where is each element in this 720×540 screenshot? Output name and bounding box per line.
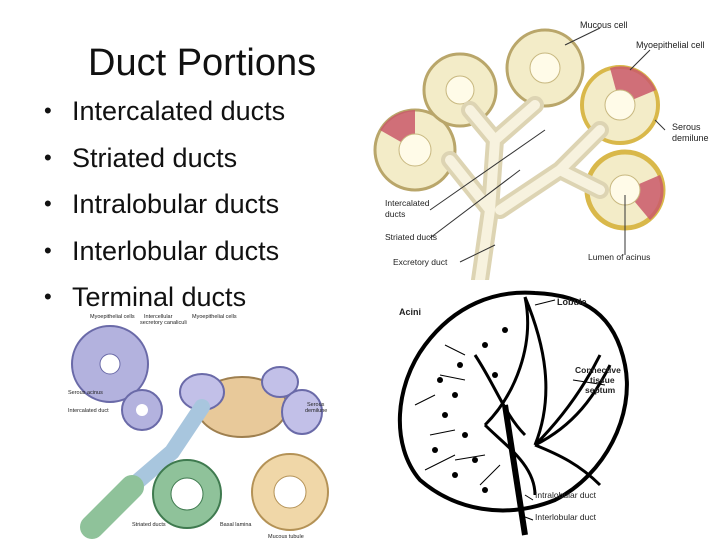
acini-duct-illustration [360, 10, 720, 280]
striated-duct-green [153, 460, 221, 528]
label-basal-lamina: Basal lamina [220, 522, 252, 528]
label-interlobular: Interlobular duct [535, 512, 596, 522]
label-intralobular: Intralobular duct [535, 490, 596, 500]
bullet-dot-icon: • [44, 284, 52, 309]
label-serous-acinus: Serous acinus [68, 390, 103, 396]
label-mucous-tubule: Mucous tubule [268, 534, 304, 540]
lobule-illustration [385, 285, 720, 540]
bullet-list [40, 88, 285, 321]
slide-title: Duct Portions [88, 42, 317, 84]
bullet-dot-icon: • [44, 144, 52, 170]
label-serous-1: Serous [672, 122, 701, 132]
label-intercalated-duct: Intercalated duct [68, 408, 109, 414]
label-striated: Striated ducts [385, 232, 437, 242]
label-connective-1: Connective [575, 365, 621, 375]
bullet-dot-icon: • [44, 237, 52, 263]
label-lumen: Lumen of acinus [588, 252, 651, 262]
label-acini: Acini [399, 307, 422, 317]
bullet-dot-icon: • [44, 98, 52, 123]
label-lobule: Lobule [557, 297, 587, 307]
label-intercellular-1: Intercellular [144, 314, 173, 320]
label-serous-1: Serous [307, 402, 325, 408]
bullet-item: • Interlobular ducts [40, 228, 285, 275]
label-myoepithelial-cells: Myoepithelial cells [90, 314, 135, 320]
label-serous-2: demilune [305, 408, 328, 414]
glandular-cells-illustration [62, 312, 330, 540]
mucous-tubule-tan [252, 454, 328, 530]
bullet-item: • Intralobular ducts [40, 181, 285, 228]
label-striated-ducts: Striated ducts [132, 522, 166, 528]
bullet-item: • Terminal ducts [40, 274, 285, 321]
label-mucous-cell: Mucous cell [580, 20, 628, 30]
label-connective-2: tissue [590, 375, 615, 385]
label-myoepithelial-cell: Myoepithelial cell [636, 40, 705, 50]
label-intercellular-2: secretory canaliculi [140, 320, 187, 326]
label-serous-2: demilune [672, 133, 709, 143]
label-intercalated-2: ducts [385, 209, 406, 219]
bullet-item: • Striated ducts [40, 135, 285, 182]
bullet-item: • Intercalated ducts [40, 88, 285, 135]
label-myoepithelial-cells-2: Myoepithelial cells [192, 314, 237, 320]
label-intercalated-1: Intercalated [385, 198, 430, 208]
bullet-dot-icon: • [44, 191, 52, 216]
label-connective-3: septum [585, 385, 616, 395]
label-excretory: Excretory duct [393, 257, 448, 267]
acinus-small [122, 390, 162, 430]
